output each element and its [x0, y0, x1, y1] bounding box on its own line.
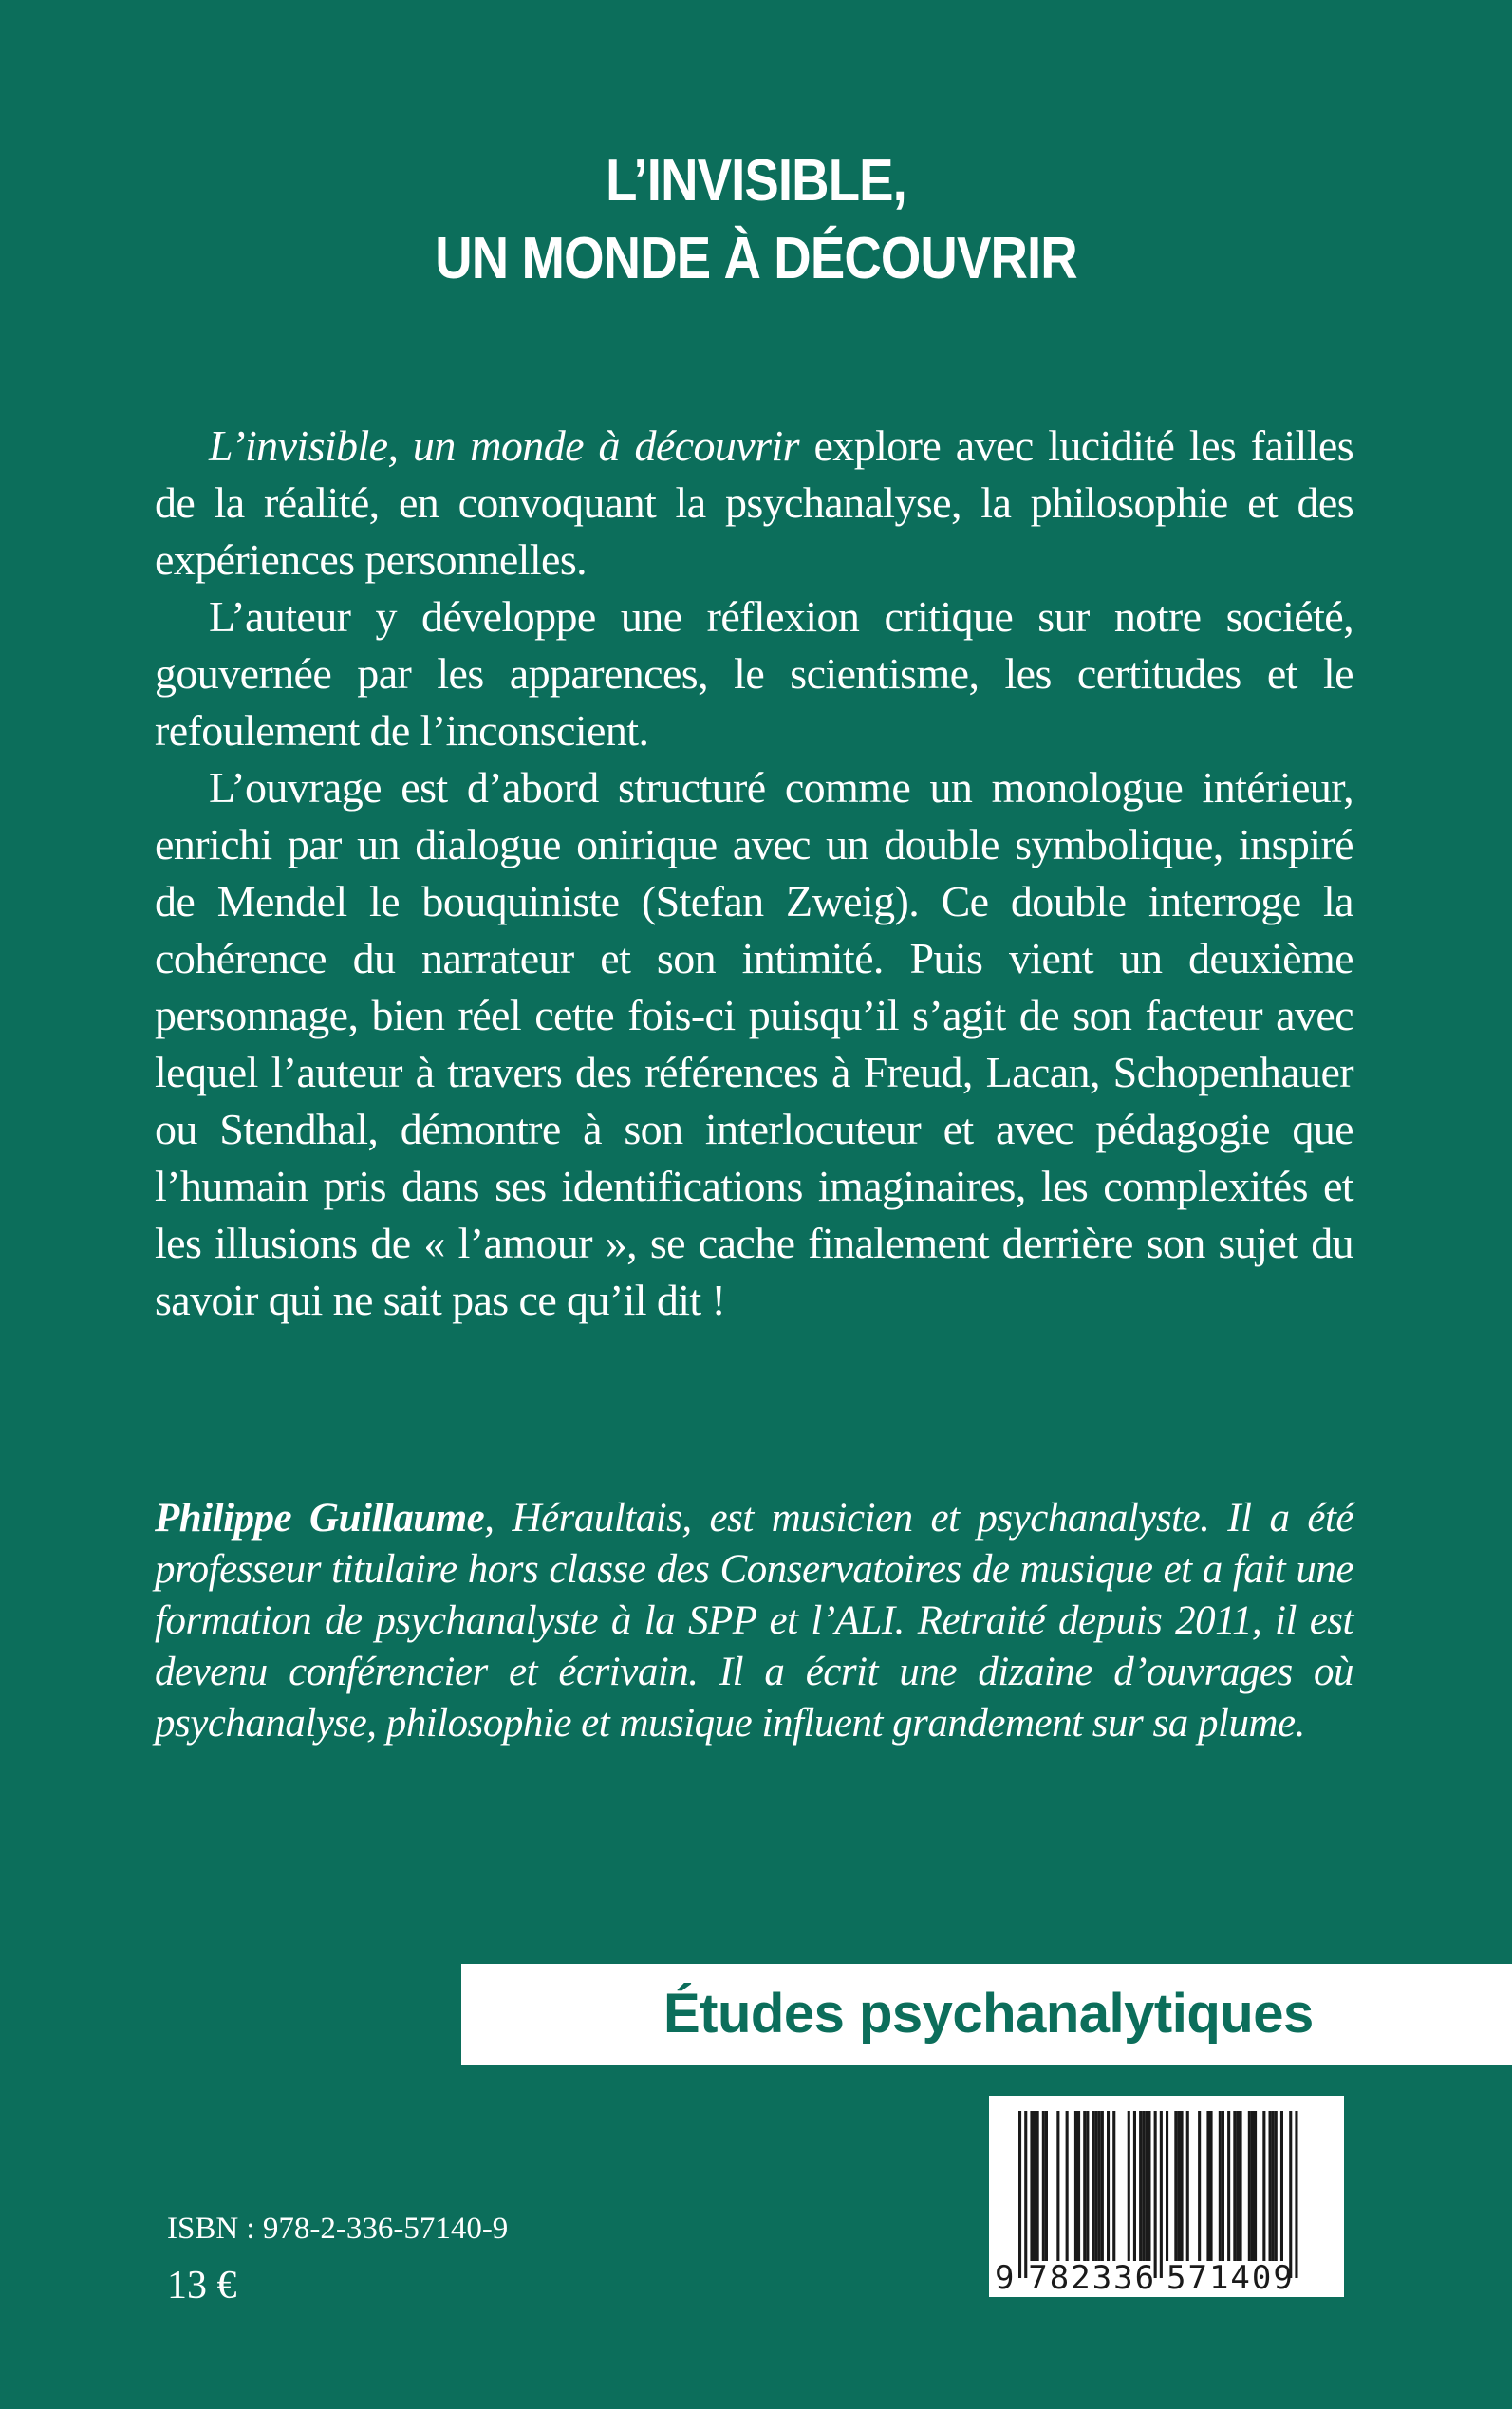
summary-paragraph-1: [155, 418, 1353, 588]
isbn: ISBN : 978-2-336-57140-9: [167, 2212, 509, 2246]
title-line-2: UN MONDE À DÉCOUVRIR: [435, 226, 1077, 291]
svg-text:571409: 571409: [1167, 2259, 1295, 2297]
summary-paragraph-1-text: explore avec lucidité les failles de la réalité, en convoquant la psychanalyse, la philosophie et des expériences personnelles.: [155, 421, 1353, 584]
collection-banner: [461, 1964, 1512, 2065]
price: 13 €: [167, 2264, 237, 2307]
summary: [155, 418, 1353, 1329]
ean-barcode: [989, 2096, 1344, 2297]
summary-paragraph-2: L’auteur y développe une réflexion critique sur notre société, gouvernée par les apparences, le scientisme, les certitudes et le refoulement de l’inconscient.: [155, 592, 1353, 755]
book-title-italic: L’invisible, un monde à découvrir: [209, 421, 799, 470]
svg-text:9: 9: [995, 2259, 1015, 2297]
svg-text:782336: 782336: [1028, 2259, 1157, 2297]
collection-label: Études psychanalytiques: [663, 1983, 1314, 2045]
author-name: Philippe Guillaume: [155, 1496, 485, 1541]
author-bio: [155, 1493, 1353, 1749]
author-bio-text: , Héraultais, est musicien et psychanalyste. Il a été professeur titulaire hors classe des Conservatoires de musique et a fait une formation de psychanalyste à la SPP et l’ALI. Retraité depuis 2011, il est devenu conférencier et écrivain. Il a écrit une dizaine d’ouvrages où psychanalyse, philosophie et musique influent grandement sur sa plume.: [155, 1496, 1353, 1746]
summary-paragraph-3: L’ouvrage est d’abord structuré comme un monologue intérieur, enrichi par un dialogue onirique avec un double symbolique, inspiré de Mendel le bouquiniste (Stefan Zweig). Ce double interroge la cohérence du narrateur et son intimité. Puis vient un deuxième personnage, bien réel cette fois-ci puisqu’il s’agit de son facteur avec lequel l’auteur à travers des références à Freud, Lacan, Schopenhauer ou Stendhal, démontre à son interlocuteur et avec pédagogie que l’humain pris dans ses identifications imaginaires, les complexités et les illusions de « l’amour », se cache finalement derrière son sujet du savoir qui ne sait pas ce qu’il dit !: [155, 763, 1353, 1324]
book-title: [91, 142, 1422, 298]
barcode-icon: [989, 2096, 1344, 2297]
title-line-1: L’INVISIBLE,: [606, 148, 906, 214]
